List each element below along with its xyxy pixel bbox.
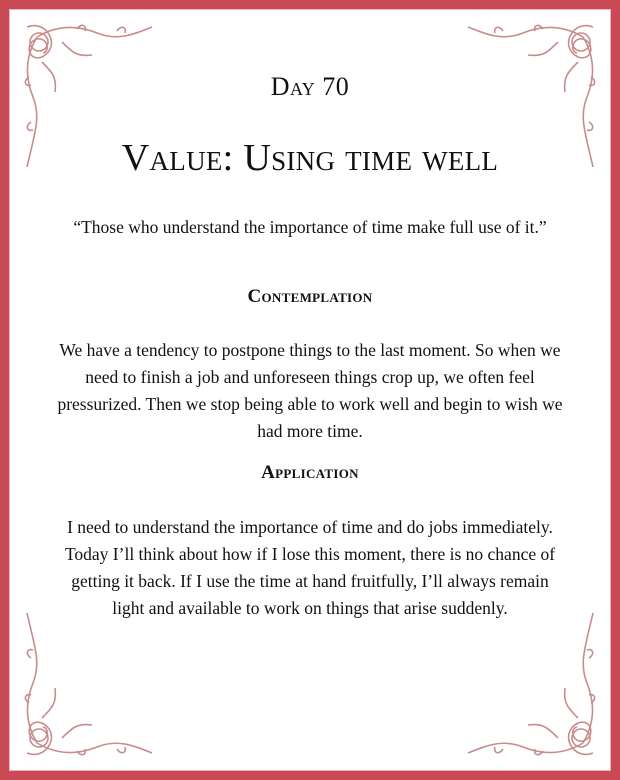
- section-heading-application: Application: [261, 462, 359, 483]
- day-label: Day 70: [270, 72, 350, 101]
- section-heading-contemplation: Contemplation: [247, 286, 373, 307]
- page-title: Value: Using time well: [121, 137, 499, 179]
- page-content: [9, 9, 611, 771]
- page: [9, 9, 611, 771]
- quote: “Those who understand the importance of time make full use of it.”: [73, 217, 547, 237]
- section-text-application: I need to understand the importance of time and do jobs immediately. Today I’ll think about how if I lose this moment, there is no chance of getting it back. If I use the time at hand fruitfully, I’ll always remain light and available to work on things that arise suddenly.: [64, 517, 556, 618]
- section-text-contemplation: We have a tendency to postpone things to the last moment. So when we need to finish a job and unforeseen things crop up, we often feel pressurized. Then we stop being able to work well and begin to wish we had more time.: [57, 340, 563, 441]
